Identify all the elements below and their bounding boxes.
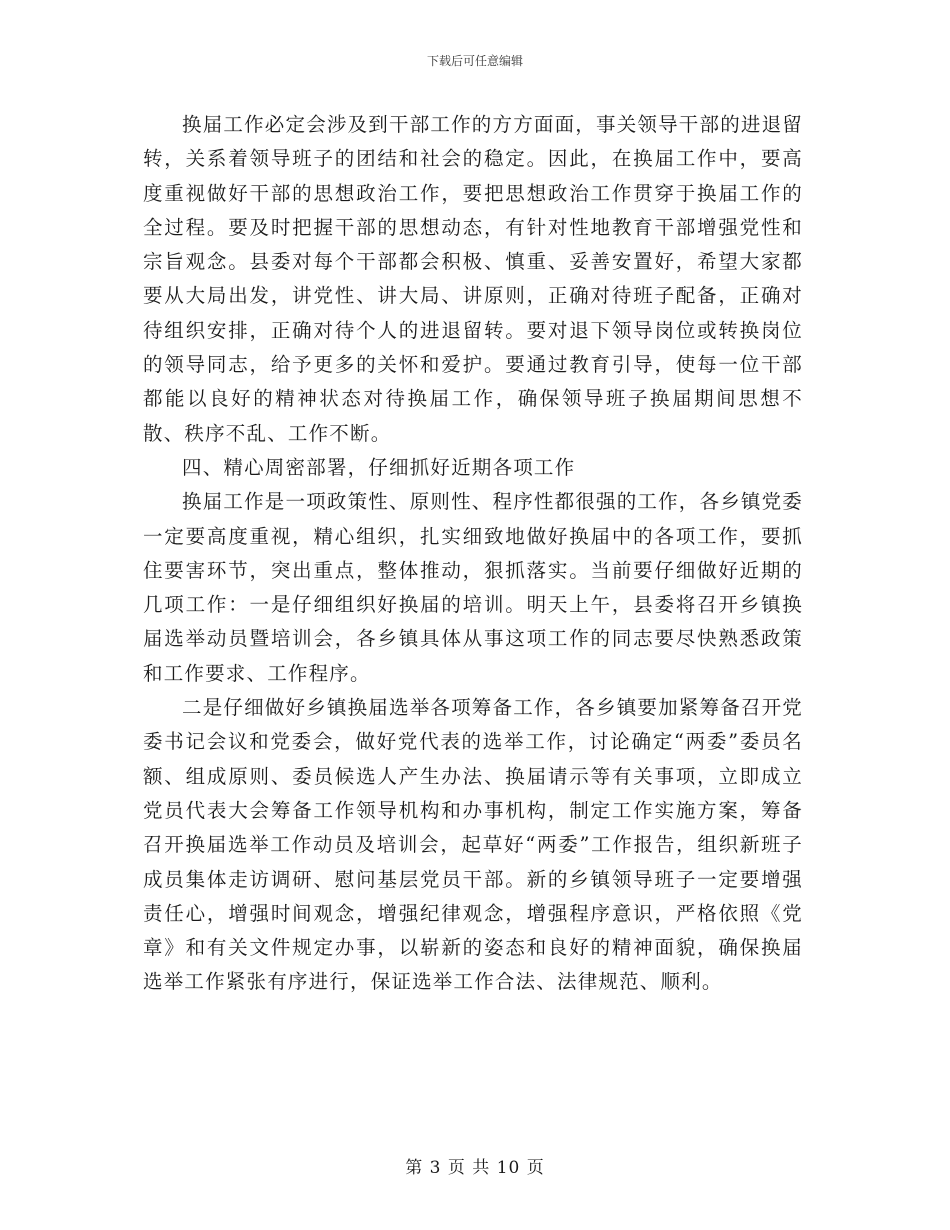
- page-header-note: 下载后可任意编辑: [426, 54, 523, 68]
- section-heading: 四、精心周密部署，仔细抓好近期各项工作: [182, 455, 576, 479]
- body-paragraph: 换届工作必定会涉及到干部工作的方方面面，事关领导干部的进退留转，关系着领导班子的团结和社会的稳定。因此，在换届工作中，要高度重视做好干部的思想政治工作，要把思想政治工作贯穿于换届工作的全过程。要及时把握干部的思想动态，有针对性地教育干部增强党性和宗旨观念。县委对每个干部都会积极、慎重、妥善安置好，希望大家都要从大局出发，讲党性、讲大局、讲原则，正确对待班子配备，正确对待组织安排，正确对待个人的进退留转。要对退下领导岗位或转换岗位的领导同志，给予更多的关怀和爱护。要通过教育引导，使每一位干部都能以良好的精神状态对待换届工作，确保领导班子换届期间思想不散、秩序不乱、工作不断。: [143, 113, 804, 445]
- footer-suffix: 页: [526, 1158, 545, 1178]
- current-page-number: 3: [429, 1158, 442, 1178]
- document-body: [143, 108, 803, 1000]
- page-number-footer: [0, 1153, 950, 1178]
- footer-mid: 页 共: [447, 1158, 491, 1178]
- body-paragraph: 二是仔细做好乡镇换届选举各项筹备工作，各乡镇要加紧筹备召开党委书记会议和党委会，做好党代表的选举工作，讨论确定“两委”委员名额、组成原则、委员候选人产生办法、换届请示等有关事项，立即成立党员代表大会筹备工作领导机构和办事机构，制定工作实施方案，筹备召开换届选举工作动员及培训会，起草好“两委”工作报告，组织新班子成员集体走访调研、慰问基层党员干部。新的乡镇领导班子一定要增强责任心，增强时间观念，增强纪律观念，增强程序意识，严格依照《党章》和有关文件规定办事，以崭新的姿态和良好的精神面貌，确保换届选举工作紧张有序进行，保证选举工作合法、法律规范、顺利。: [143, 696, 804, 994]
- total-page-number: 10: [496, 1158, 521, 1178]
- footer-prefix: 第: [405, 1158, 424, 1178]
- body-paragraph: 换届工作是一项政策性、原则性、程序性都很强的工作，各乡镇党委一定要高度重视，精心组织，扎实细致地做好换届中的各项工作，要抓住要害环节，突出重点，整体推动，狠抓落实。当前要仔细做好近期的几项工作：一是仔细组织好换届的培训。明天上午，县委将召开乡镇换届选举动员暨培训会，各乡镇具体从事这项工作的同志要尽快熟悉政策和工作要求、工作程序。: [143, 490, 804, 685]
